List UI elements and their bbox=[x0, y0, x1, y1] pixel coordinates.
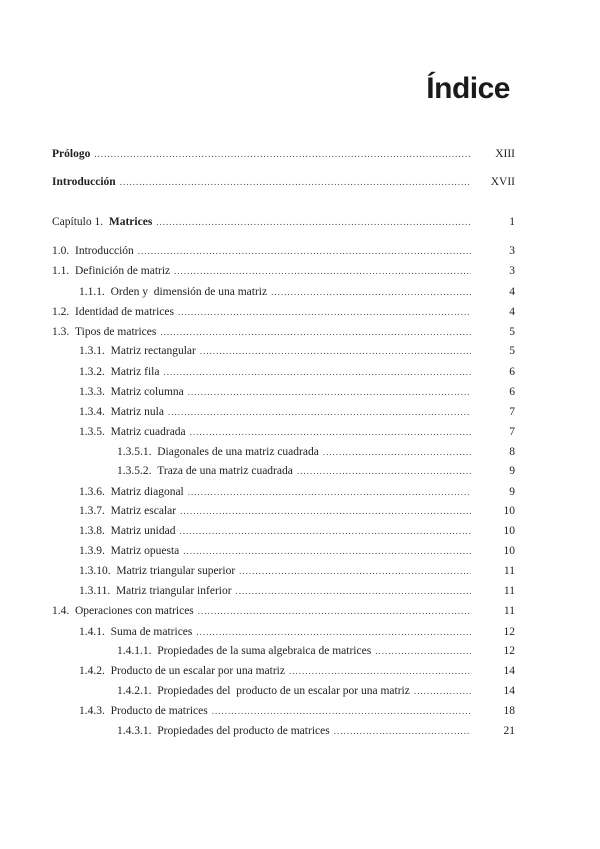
toc-entry-number: 1.3.6. bbox=[79, 486, 111, 498]
dot-leader bbox=[375, 643, 471, 659]
toc-entry-page: 14 bbox=[503, 665, 515, 677]
toc-entry-number: 1.3.8. bbox=[79, 525, 111, 537]
toc-entry bbox=[52, 324, 515, 340]
toc-entry-page: 21 bbox=[503, 725, 515, 737]
dot-leader bbox=[297, 463, 471, 479]
dot-leader bbox=[271, 284, 471, 300]
toc-entry-label: Propiedades del producto de un escalar por una matriz bbox=[157, 685, 410, 697]
toc-entry bbox=[52, 146, 515, 162]
toc-entry-number: 1.3.3. bbox=[79, 386, 111, 398]
toc-entry-number: Capítulo 1. bbox=[52, 216, 109, 228]
toc-entry-page: 1 bbox=[509, 216, 515, 228]
toc-entry bbox=[52, 304, 515, 320]
toc-entry bbox=[79, 663, 515, 679]
toc-entry-number: 1.3.2. bbox=[79, 366, 111, 378]
toc-entry bbox=[79, 424, 515, 440]
toc-entry-number: 1.4. bbox=[52, 605, 75, 617]
toc-entry-number: 1.3.10. bbox=[79, 565, 117, 577]
toc-entry-label: Matriz rectangular bbox=[110, 345, 196, 357]
toc-entry-label: Matriz escalar bbox=[110, 505, 177, 517]
toc-entry-label: Operaciones con matrices bbox=[75, 605, 194, 617]
toc-entry-label: Matriz opuesta bbox=[110, 545, 180, 557]
page-title: Índice bbox=[426, 72, 510, 105]
toc-entry-label: Matriz columna bbox=[110, 386, 184, 398]
toc-entry-number: 1.3.1. bbox=[79, 345, 111, 357]
toc-entry-number: 1.3.7. bbox=[79, 505, 111, 517]
dot-leader bbox=[188, 384, 471, 400]
dot-leader bbox=[323, 444, 471, 460]
toc-entry-label: Matriz unidad bbox=[110, 525, 176, 537]
dot-leader bbox=[168, 404, 471, 420]
toc-entry-label: Diagonales de una matriz cuadrada bbox=[157, 446, 319, 458]
toc-entry-page: 14 bbox=[503, 685, 515, 697]
toc-entry-label: Matriz nula bbox=[110, 406, 164, 418]
toc-entry-page: 11 bbox=[503, 565, 515, 577]
toc-entry-page: 11 bbox=[503, 585, 515, 597]
toc-entry bbox=[79, 343, 515, 359]
toc-entry-page: 9 bbox=[509, 486, 515, 498]
toc-entry-number: 1.4.2.1. bbox=[117, 685, 158, 697]
toc-entry-label: Traza de una matriz cuadrada bbox=[157, 465, 293, 477]
toc-entry-label: Prólogo bbox=[52, 148, 91, 160]
dot-leader bbox=[212, 703, 471, 719]
toc-entry-number: 1.3. bbox=[52, 326, 75, 338]
toc-entry-label: Matriz diagonal bbox=[110, 486, 184, 498]
toc-entry-number: 1.4.3.1. bbox=[117, 725, 158, 737]
toc-entry-page: 18 bbox=[503, 705, 515, 717]
toc-entry-number: 1.4.1. bbox=[79, 626, 111, 638]
toc-entry-number: 1.3.4. bbox=[79, 406, 111, 418]
toc-entry-page: 7 bbox=[509, 406, 515, 418]
toc-entry-number: 1.3.5.1. bbox=[117, 446, 158, 458]
dot-leader bbox=[200, 343, 471, 359]
toc-entry bbox=[79, 364, 515, 380]
toc-entry-page: XVII bbox=[490, 176, 515, 188]
toc-entry bbox=[52, 174, 515, 190]
toc-entry bbox=[79, 523, 515, 539]
toc-entry-page: 6 bbox=[509, 386, 515, 398]
toc-entry bbox=[52, 243, 515, 259]
toc-entry-label: Identidad de matrices bbox=[75, 306, 174, 318]
toc-entry-number: 1.3.9. bbox=[79, 545, 111, 557]
toc-entry bbox=[52, 263, 515, 279]
dot-leader bbox=[156, 214, 471, 230]
toc-entry-page: XIII bbox=[495, 148, 515, 160]
toc-entry-label: Suma de matrices bbox=[110, 626, 193, 638]
toc-entry-page: 10 bbox=[503, 545, 515, 557]
toc-entry bbox=[79, 624, 515, 640]
toc-entry-label: Producto de un escalar por una matriz bbox=[110, 665, 285, 677]
toc-entry-page: 12 bbox=[503, 645, 515, 657]
toc-entry-label: Matriz triangular inferior bbox=[115, 585, 232, 597]
dot-leader bbox=[188, 484, 471, 500]
toc-entry-number: 1.4.1.1. bbox=[117, 645, 158, 657]
dot-leader bbox=[163, 364, 471, 380]
toc-entry bbox=[117, 683, 515, 699]
toc-entry-page: 11 bbox=[503, 605, 515, 617]
toc-entry-label: Introducción bbox=[75, 245, 134, 257]
toc-entry-label: Matriz fila bbox=[110, 366, 160, 378]
toc-entry-label: Orden y dimensión de una matriz bbox=[110, 286, 268, 298]
toc-entry-label: Producto de matrices bbox=[110, 705, 208, 717]
dot-leader bbox=[236, 583, 471, 599]
toc-entry bbox=[117, 463, 515, 479]
toc-entry-page: 3 bbox=[509, 265, 515, 277]
toc-entry-label: Matriz cuadrada bbox=[110, 426, 186, 438]
toc-entry-label: Tipos de matrices bbox=[75, 326, 157, 338]
toc-entry bbox=[79, 563, 515, 579]
dot-leader bbox=[183, 543, 471, 559]
toc-entry-page: 3 bbox=[509, 245, 515, 257]
toc-entry bbox=[117, 643, 515, 659]
toc-entry-page: 4 bbox=[509, 286, 515, 298]
toc-entry-page: 6 bbox=[509, 366, 515, 378]
toc-entry-page: 7 bbox=[509, 426, 515, 438]
toc-entry-label: Propiedades del producto de matrices bbox=[157, 725, 330, 737]
toc-entry-label: Matriz triangular superior bbox=[116, 565, 236, 577]
toc-entry-page: 10 bbox=[503, 505, 515, 517]
dot-leader bbox=[414, 683, 471, 699]
dot-leader bbox=[120, 174, 471, 190]
toc-entry-number: 1.3.5. bbox=[79, 426, 111, 438]
toc-entry-page: 12 bbox=[503, 626, 515, 638]
toc-entry bbox=[52, 214, 515, 230]
toc-entry-page: 8 bbox=[509, 446, 515, 458]
dot-leader bbox=[138, 243, 471, 259]
toc-entry-number: 1.1.1. bbox=[79, 286, 111, 298]
dot-leader bbox=[239, 563, 471, 579]
dot-leader bbox=[198, 603, 471, 619]
toc-entry-page: 5 bbox=[509, 345, 515, 357]
toc-entry-number: 1.0. bbox=[52, 245, 75, 257]
dot-leader bbox=[178, 304, 471, 320]
dot-leader bbox=[334, 723, 471, 739]
toc-entry bbox=[117, 444, 515, 460]
toc-entry bbox=[52, 603, 515, 619]
toc-entry-label: Matrices bbox=[108, 216, 153, 228]
toc-entry-label: Introducción bbox=[52, 176, 116, 188]
toc-entry-page: 5 bbox=[509, 326, 515, 338]
dot-leader bbox=[160, 324, 471, 340]
toc-entry bbox=[79, 404, 515, 420]
toc-entry bbox=[79, 543, 515, 559]
dot-leader bbox=[179, 523, 471, 539]
toc-entry-number: 1.1. bbox=[52, 265, 75, 277]
toc-entry-page: 9 bbox=[509, 465, 515, 477]
toc-entry-label: Propiedades de la suma algebraica de matrices bbox=[157, 645, 372, 657]
toc-entry-label: Definición de matriz bbox=[75, 265, 171, 277]
dot-leader bbox=[180, 503, 471, 519]
dot-leader bbox=[190, 424, 471, 440]
toc-entry-number: 1.3.5.2. bbox=[117, 465, 158, 477]
toc-entry bbox=[79, 703, 515, 719]
toc-entry bbox=[79, 484, 515, 500]
toc-entry-number: 1.4.3. bbox=[79, 705, 111, 717]
toc-entry-number: 1.2. bbox=[52, 306, 75, 318]
toc-entry bbox=[79, 503, 515, 519]
dot-leader bbox=[174, 263, 471, 279]
dot-leader bbox=[196, 624, 471, 640]
toc-entry bbox=[117, 723, 515, 739]
toc-entry bbox=[79, 583, 515, 599]
dot-leader bbox=[289, 663, 471, 679]
toc-entry-page: 4 bbox=[509, 306, 515, 318]
toc-entry bbox=[79, 384, 515, 400]
toc-entry-number: 1.3.11. bbox=[79, 585, 116, 597]
toc-entry-number: 1.4.2. bbox=[79, 665, 111, 677]
toc-entry-page: 10 bbox=[503, 525, 515, 537]
dot-leader bbox=[94, 146, 471, 162]
toc-entry bbox=[79, 284, 515, 300]
